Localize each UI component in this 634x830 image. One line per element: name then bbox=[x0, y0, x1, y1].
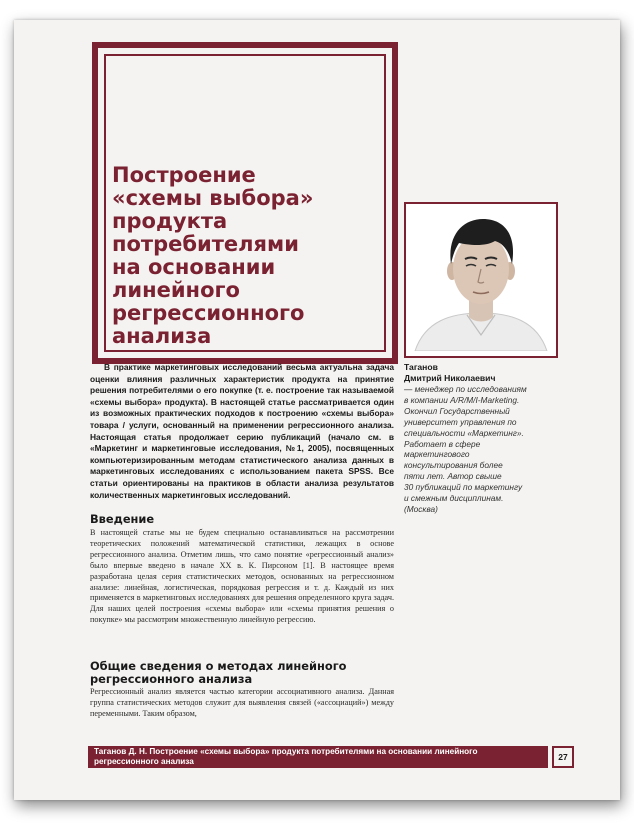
magazine-page bbox=[14, 20, 620, 800]
article-lead: В практике маркетинговых исследований весьма актуальна задача оценки влияния различных характеристик продукта на принятие решения потребителями о его покупке (т. е. построение так называемой «схемы выбора» продукта). В настоящей статье рассматривается один из возможных практических подходов к построению «схемы выбора» товара / услуги, основанный на применении регрессионного анализа. Настоящая статья продолжает серию публикаций (начало см. в «Маркетинг и маркетинговые исследования, №1, 2005), посвященных компьютеризированным методам статистического анализа данных в маркетинговых исследованиях с использованием пакета SPSS. Все статьи ориентированы на практиков в области анализа результатов количественных маркетинговых исследований. bbox=[90, 362, 394, 500]
title-frame bbox=[92, 42, 398, 364]
section-heading-introduction: Введение bbox=[90, 512, 155, 526]
section-body-overview: Регрессионный анализ является частью категории ассоциативного анализа. Данная группа статистических методов служит для выявления связей («ассоциаций») между переменными. Таким образом, bbox=[90, 687, 394, 718]
author-name: Таганов Дмитрий Николаевич bbox=[404, 362, 496, 383]
section-heading-overview: Общие сведения о методах линейного регрессионного анализа bbox=[90, 659, 347, 686]
section-body-introduction: В настоящей статье мы не будем специально останавливаться на рассмотрении теоретических положений математической статистики, лежащих в основе регрессионного анализа. Отметим лишь, что само понятие «регрессионный анализ» было впервые введено в начале XX в. К. Пирсоном [1]. В настоящее время разработана целая серия статистических методов, основанных на регрессионном анализе: линейная, логистическая, порядковая регрессия и т. д. Каждый из них применяется в маркетинговых исследованиях для решения определенного круга задач. Для наших целей построения «схемы выбора» или «схемы принятия решения о покупке» мы рассмотрим множественную линейную регрессию. bbox=[90, 528, 394, 625]
footer-citation: Таганов Д. Н. Построение «схемы выбора» продукта потребителями на основании линейного регрессионного анализа bbox=[94, 747, 478, 767]
author-bio: — менеджер по исследованиям в компании A/R/M/I-Marketing. Окончил Государственный университет управления по специальности «Маркетинг». Работает в сфере маркетингового консультирования более пяти лет. Автор свыше 30 публикаций по маркетингу и смежным дисциплинам. (Москва) bbox=[404, 384, 527, 514]
author-photo bbox=[411, 209, 551, 351]
page-number: 27 bbox=[552, 746, 574, 768]
article-title: Построение «схемы выбора» продукта потребителями на основании линейного регрессионного анализа bbox=[112, 163, 314, 348]
author-photo-frame bbox=[404, 202, 558, 358]
footer-citation-bar bbox=[88, 746, 548, 768]
